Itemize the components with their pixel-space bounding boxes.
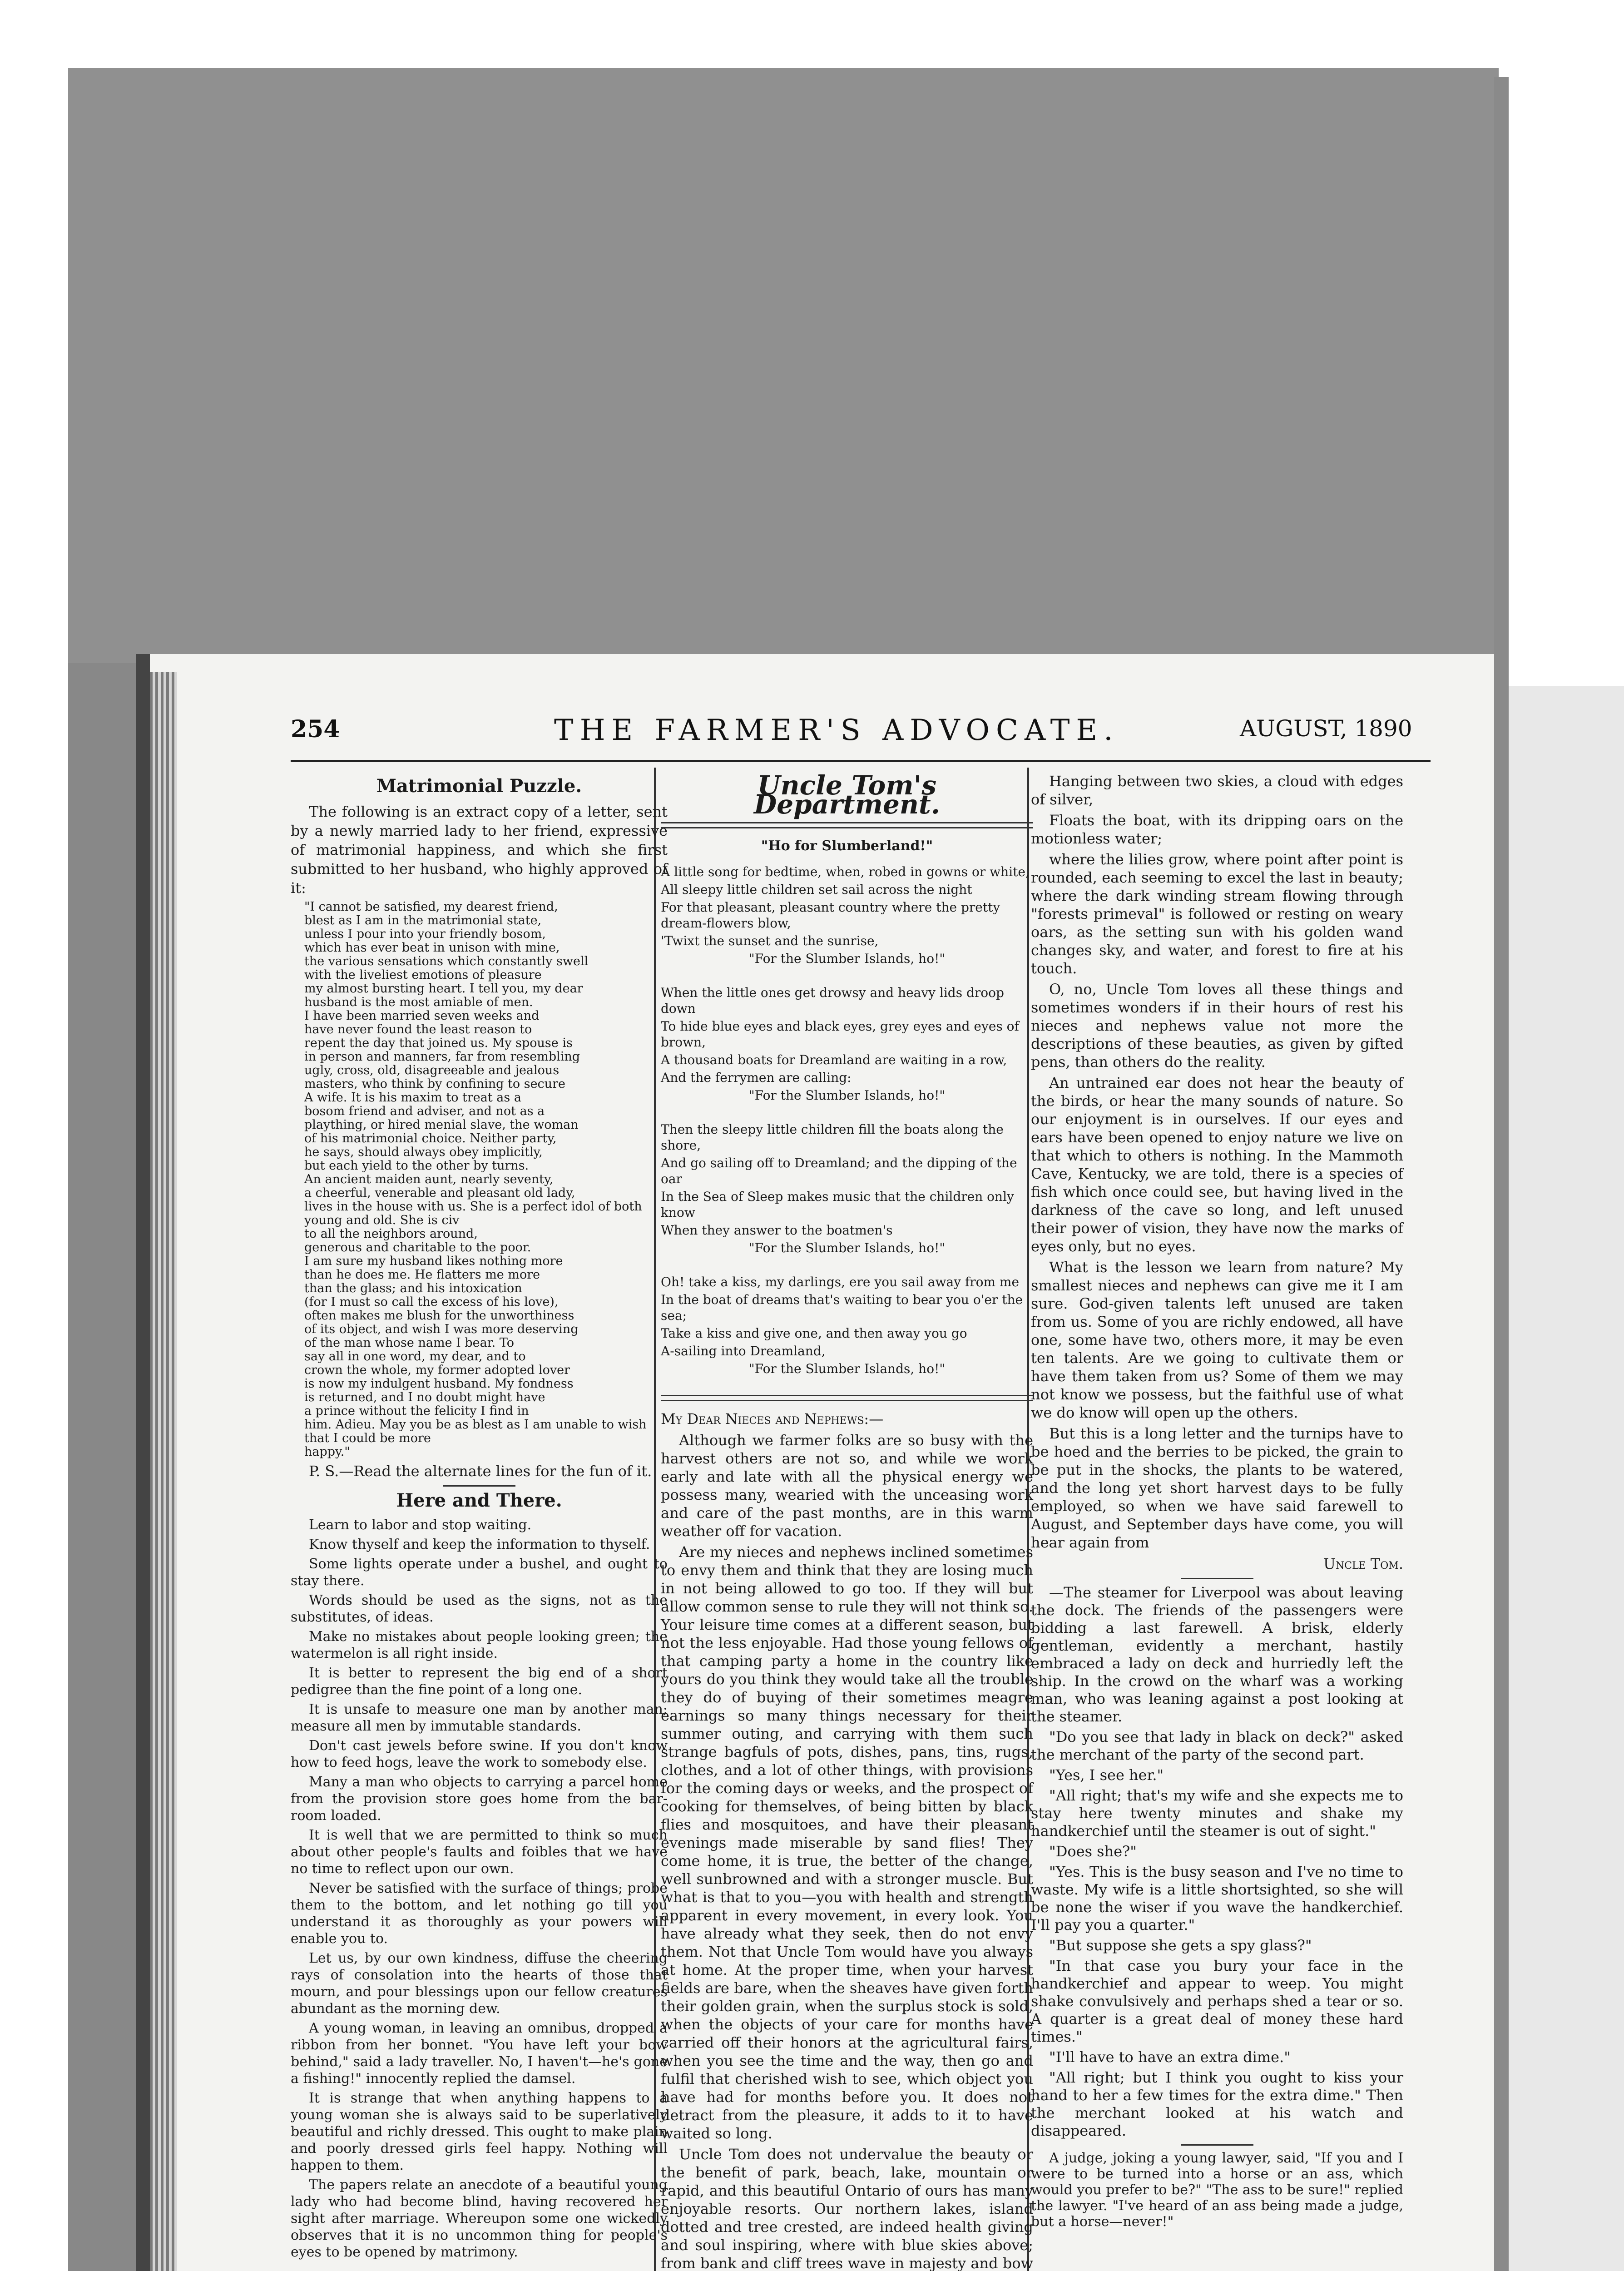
puzzle-line: of its object, and wish I was more deserving [304,1322,579,1336]
letter-paragraph: where the lilies grow, where point after point is rounded, each seeming to excel the last in beauty; where the dark winding stream flowing through "forests primeval" is followed or resting on weary oars, as the setting sun with his golden wand changes sky, and water, and forest to fire at his touch. [1031,851,1403,977]
puzzle-line: with the liveliest emotions of pleasure [304,968,542,982]
letter-paragraph: Floats the boat, with its dripping oars on the motionless water; [1031,812,1403,847]
story-paragraph: "All right; but I think you ought to kiss your hand to her a few times for the extra dime." Then the merchant looked at his watch and disappeared. [1031,2069,1403,2139]
here-item: Words should be used as the signs, not as the substitutes, of ideas. [291,1592,668,1625]
poem-line: 'Twixt the sunset and the sunrise, [661,933,879,948]
poem-line: "For the Slumber Islands, ho!" [748,1240,946,1255]
puzzle-line: than he does me. He flatters me more [304,1268,540,1282]
story-paragraph: "In that case you bury your face in the handkerchief and appear to weep. You might shake convulsively and perhaps shed a tear or so. A quarter is a great deal of money these hard times." [1031,1957,1403,2045]
puzzle-line: (for I must so call the excess of his love), [304,1295,559,1309]
puzzle-line: "I cannot be satisfied, my dearest friend, [304,900,558,914]
puzzle-line: he says, should always obey implicitly, [304,1145,543,1159]
page-binding-edge [150,672,177,2271]
poem-line: In the Sea of Sleep makes music that the children only know [661,1189,1014,1220]
puzzle-line: An ancient maiden aunt, nearly seventy, [304,1172,554,1186]
puzzle-line: of the man whose name I bear. To [304,1336,515,1350]
header-rule [291,760,1431,762]
puzzle-line: I have been married seven weeks and [304,1009,540,1023]
puzzle-line: happy." [304,1445,350,1459]
puzzle-line: I am sure my husband likes nothing more [304,1254,563,1268]
letter-paragraph: What is the lesson we learn from nature? My smallest nieces and nephews can give me it I am sure. God-given talents left unused are taken from us. Some of you are richly endowed, all have one, some have two, others more, it may be even ten talents. Are we going to cultivate them or have them taken from us? Some of them we may not know we possess, but the faithful use of what we do know will open up the others. [1031,1259,1403,1421]
puzzle-line: the various sensations which constantly swell [304,954,589,968]
salutation: My Dear Nieces and Nephews:— [661,1410,884,1428]
here-and-there-list [291,1517,668,2261]
puzzle-line: bosom friend and adviser, and not as a [304,1104,545,1118]
poem-end-rule [661,1395,1033,1401]
poem-line: To hide blue eyes and black eyes, grey eyes and eyes of brown, [661,1019,1019,1050]
uncle-tom-letter [661,1431,1033,2271]
story-paragraph: "I'll have to have an extra dime." [1049,2048,1291,2066]
puzzle-line: him. Adieu. May you be as blest as I am unable to wish that I could be more [304,1418,647,1445]
page-header [150,715,1490,761]
puzzle-line: to all the neighbors around, [304,1227,478,1241]
here-item: It is well that we are permitted to think so much about other people's faults and foibles that we have no time to reflect upon our own. [291,1827,668,1877]
story-paragraph: "Yes, I see her." [1049,1766,1164,1784]
puzzle-line: my almost bursting heart. I tell you, my dear [304,982,583,996]
issue-date: AUGUST, 1890 [1240,715,1412,742]
signature: Uncle Tom. [1323,1555,1403,1572]
here-item: Never be satisfied with the surface of things; probe them to the bottom, and let nothing go till you understand it as thoroughly as your powers will enable you to. [291,1880,668,1947]
story-paragraph: "Does she?" [1049,1843,1137,1860]
puzzle-letter [291,900,668,1459]
letter-continuation [1031,772,1403,1552]
judge-rule [1181,2144,1253,2146]
here-item: It is better to represent the big end of a short pedigree than the fine point of a long one. [291,1665,668,1698]
poem-line: And the ferrymen are calling: [661,1070,852,1085]
poem-stanza [661,1274,1033,1377]
poem-title: "Ho for Slumberland!" [761,838,933,854]
puzzle-title: Matrimonial Puzzle. [376,775,582,797]
column-left [291,772,668,2263]
poem-stanza [661,985,1033,1103]
poem-line: Take a kiss and give one, and then away you go [661,1326,967,1341]
poem-stanza [661,864,1033,967]
story-paragraph: "Yes. This is the busy season and I've no time to waste. My wife is a little shortsighted, so she will be none the wiser if you wave the handkerchief. I'll pay you a quarter." [1031,1863,1403,1934]
here-item: Many a man who objects to carrying a parcel home from the provision store goes home from the bar-room loaded. [291,1774,668,1824]
puzzle-line: but each yield to the other by turns. [304,1159,529,1173]
puzzle-line: generous and charitable to the poor. [304,1240,531,1255]
department-rule [661,822,1033,828]
poem-line: A little song for bedtime, when, robed in gowns or white, [661,864,1030,879]
puzzle-line: masters, who think by confining to secure [304,1077,565,1091]
puzzle-line: is returned, and I no doubt might have [304,1390,545,1404]
puzzle-line: husband is the most amiable of men. [304,995,533,1009]
poem-line: In the boat of dreams that's waiting to bear you o'er the sea; [661,1292,1023,1323]
poem-line: When the little ones get drowsy and heavy lids droop down [661,985,1004,1016]
poem-line: A-sailing into Dreamland, [661,1344,826,1359]
judge-anecdote: A judge, joking a young lawyer, said, "If you and I were to be turned into a horse or an ass, which would you prefer to be?" "The ass to be sure!" replied the lawyer. "I've heard of an ass being made a judge, but a horse—never!" [1031,2150,1403,2230]
story-paragraph: "But suppose she gets a spy glass?" [1049,1937,1312,1954]
page-number: 254 [291,715,340,743]
steamer-anecdote [1031,1584,1403,2140]
letter-paragraph: But this is a long letter and the turnips have to be hoed and the berries to be picked, the grain to be put in the shocks, the plants to be watered, and the long yet short harvest days to be fully employed, so when we have said farewell to August, and September days have come, you will hear again from [1031,1425,1403,1551]
puzzle-line: have never found the least reason to [304,1022,532,1036]
department-title: Uncle Tom's Department. [753,770,941,820]
poem-line: When they answer to the boatmen's [661,1223,893,1238]
puzzle-line: blest as I am in the matrimonial state, [304,913,542,927]
puzzle-line: a prince without the felicity I find in [304,1404,529,1418]
here-title: Here and There. [396,1490,562,1511]
letter-paragraph: Are my nieces and nephews inclined sometimes to envy them and think that they are losing much in not being allowed to go too. If they will but allow common sense to rule they will not think so. Your leisure time comes at a different season, but not the less enjoyable. Had those young fellows of that camping party a home in the country like yours do you think they would take all the trouble they do of buying of their sometimes meagre earnings so many things necessary for their summer outing, and carrying with them such strange bagfuls of pots, dishes, pans, tins, rugs, clothes, and a lot of other things, with provisions for the coming days or weeks, and the prospect of cooking for themselves, of being bitten by black flies and mosquitoes, and have their pleasant evenings made miserable by sand flies! They come home, it is true, the better of the change, well sunbrowned and with a stronger muscle. But what is that to you—you with health and strength apparent in every movement, in every look. You have already what they seek, then do not envy them. Not that Uncle Tom would have you always at home. At the proper time, when your harvest fields are bare, when the sheaves have given forth their golden grain, when the surplus stock is sold, when the objects of your care for months have carried off their honors at the agricultural fairs, when you see the time and the way, then go and fulfil that cherished wish to see, which object you have had for months before you. It does not detract from the pleasure, it adds to it to have waited so long. [661,1543,1033,2142]
here-item: The papers relate an anecdote of a beautiful young lady who had become blind, having recovered her sight after marriage. Whereupon some one wickedly observes that it is no uncommon thing for people's eyes to be opened by matrimony. [291,2177,668,2260]
story-paragraph: —The steamer for Liverpool was about leaving the dock. The friends of the passengers were bidding a last farewell. A brisk, elderly gentleman, evidently a merchant, hastily embraced a lady on deck and hurriedly left the ship. In the crowd on the wharf was a working man, who was leaning against a post looking at the steamer. [1031,1584,1403,1725]
here-item: It is strange that when anything happens to a young woman she is always said to be superlatively beautiful and richly dressed. This ought to make plain and poorly dressed girls feel happy. Nothing will happen to them. [291,2090,668,2173]
letter-paragraph: Hanging between two skies, a cloud with edges of silver, [1031,773,1403,808]
adjacent-page [1509,686,1624,2271]
poem-line: Then the sleepy little children fill the boats along the shore, [661,1122,1004,1153]
puzzle-line: ugly, cross, old, disagreeable and jealous [304,1063,559,1077]
puzzle-line: repent the day that joined us. My spouse is [304,1036,573,1050]
here-item: Know thyself and keep the information to thyself. [309,1537,650,1552]
column-right [1031,772,1403,2232]
letter-paragraph: Although we farmer folks are so busy with the harvest others are not so, and while we work early and late with all the physical energy we possess many, wearied with the unceasing work and care of the past months, are in this warm weather off for vacation. [661,1432,1033,1540]
here-item: Make no mistakes about people looking green; the watermelon is all right inside. [291,1629,668,1661]
puzzle-line: say all in one word, my dear, and to [304,1349,526,1364]
poem-line: "For the Slumber Islands, ho!" [748,1088,946,1103]
poem-stanza [661,1121,1033,1256]
puzzle-line: is now my indulgent husband. My fondness [304,1377,574,1391]
here-item: Learn to labor and stop waiting. [309,1517,532,1533]
poem-line: "For the Slumber Islands, ho!" [748,1361,946,1376]
puzzle-line: crown the whole, my former adopted lover [304,1363,570,1377]
column-middle [661,772,1033,2271]
letter-paragraph: O, no, Uncle Tom loves all these things and sometimes wonders if in their hours of rest his nieces and nephews value not more the descriptions of these beauties, as given by gifted pens, than others do the reality. [1031,981,1403,1071]
story-paragraph: "Do you see that lady in black on deck?" asked the merchant of the party of the second part. [1031,1728,1403,1763]
poem-line: Oh! take a kiss, my darlings, ere you sail away from me [661,1274,1020,1289]
poem-line: And go sailing off to Dreamland; and the dipping of the oar [661,1155,1017,1186]
puzzle-line: of his matrimonial choice. Neither party, [304,1131,557,1145]
puzzle-line: than the glass; and his intoxication [304,1281,522,1295]
puzzle-intro: The following is an extract copy of a letter, sent by a newly married lady to her friend, expressive of matrimonial happiness, and which she first submitted to her husband, who highly approved of it: [291,803,668,897]
puzzle-line: plaything, or hired menial slave, the woman [304,1118,579,1132]
puzzle-line: in person and manners, far from resembling [304,1050,580,1064]
story-paragraph: "All right; that's my wife and she expects me to stay here twenty minutes and shake my handkerchief until the steamer is out of sight." [1031,1787,1403,1840]
puzzle-line: lives in the house with us. She is a perfect idol of both young and old. She is civ [304,1200,642,1227]
adjacent-page-edge [1494,77,1509,2271]
letter-paragraph: An untrained ear does not hear the beauty of the birds, or hear the many sounds of nature. So our enjoyment is in ourselves. If our eyes and ears have been opened to enjoy nature we live on that which to others is nothing. In the Mammoth Cave, Kentucky, we are told, there is a species of fish which once could see, but having lived in the darkness of the cave so long, and left unused their power of vision, they have now the marks of eyes only, but no eyes. [1031,1074,1403,1255]
here-item: Let us, by our own kindness, diffuse the cheering rays of consolation into the hearts of those that mourn, and pour blessings upon our fellow creatures abundant as the morning dew. [291,1950,668,2017]
scan-background-top [68,68,1499,663]
poem-line: A thousand boats for Dreamland are waiting in a row, [661,1052,1007,1067]
puzzle-line: unless I pour into your friendly bosom, [304,927,546,941]
poem-line: All sleepy little children set sail across the night [661,882,972,897]
publication-title: THE FARMER'S ADVOCATE. [554,714,1119,747]
here-item: Don't cast jewels before swine. If you don't know how to feed hogs, leave the work to somebody else. [291,1738,668,1770]
letter-paragraph: Uncle Tom does not undervalue the beauty or the benefit of park, beach, lake, mountain or rapid, and this beautiful Ontario of ours has many enjoyable resorts. Our northern lakes, island dotted and tree crested, are indeed health giving and soul inspiring, where with blue skies above; from bank and cliff trees wave in majesty and bow [661,2146,1033,2271]
here-item: A young woman, in leaving an omnibus, dropped a ribbon from her bonnet. "You have left your bow behind," said a lady traveller. No, I haven't—he's gone a fishing!" innocently replied the damsel. [291,2020,668,2087]
here-item: It is unsafe to measure one man by another man; measure all men by immutable standards. [291,1701,668,1734]
puzzle-ps: P. S.—Read the alternate lines for the fun of it. [309,1463,652,1480]
here-item: Some lights operate under a bushel, and ought to stay there. [291,1556,668,1589]
puzzle-line: often makes me blush for the unworthiness [304,1309,574,1323]
poem-line: For that pleasant, pleasant country where the pretty dream-flowers blow, [661,900,1000,931]
story-rule [1181,1578,1253,1579]
puzzle-line: which has ever beat in unison with mine, [304,941,560,955]
puzzle-line: A wife. It is his maxim to treat as a [304,1091,521,1105]
section-rule [443,1485,515,1487]
poem-line: "For the Slumber Islands, ho!" [748,951,946,966]
puzzle-line: a cheerful, venerable and pleasant old lady, [304,1186,575,1200]
slumberland-poem [661,864,1033,1377]
